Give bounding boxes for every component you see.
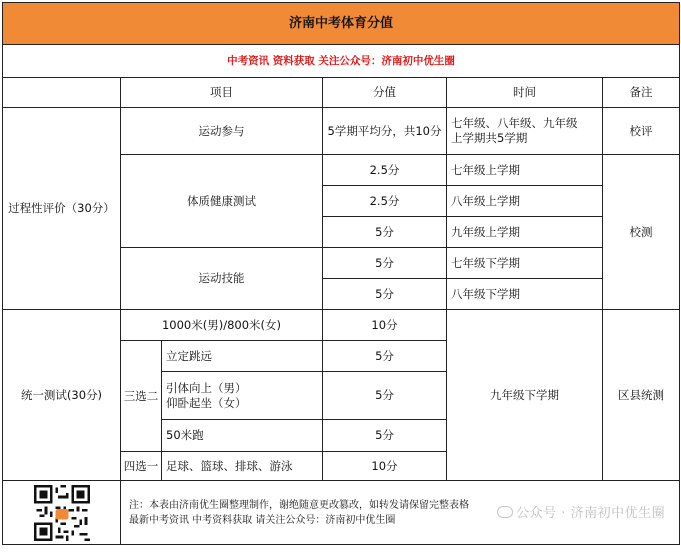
ball-swim-item: 足球、篮球、排球、游泳: [162, 452, 323, 481]
choose-four-label: 四选一: [121, 452, 162, 481]
ball-swim-score: 10分: [323, 452, 447, 481]
pullup-situp-score: 5分: [323, 372, 447, 420]
table-cell-score: 5分: [323, 279, 447, 310]
choose-three-label: 三选二: [121, 341, 162, 452]
participation-score: 5学期平均分，共10分: [323, 108, 447, 155]
table-cell-score: 2.5分: [323, 186, 447, 217]
participation-remark: 校评: [603, 108, 680, 155]
jump-item: 立定跳远: [162, 341, 323, 372]
footer-note: [121, 481, 680, 545]
table-cell-time: 九年级上学期: [447, 217, 603, 248]
footer-note-line-1: 注：本表由济南优生圈整理制作，谢绝随意更改篡改，如转发请保留完整表格: [129, 499, 469, 511]
run-item: 1000米(男)/800米(女): [121, 310, 323, 341]
header-item: 项目: [121, 78, 323, 108]
jump-score: 5分: [323, 341, 447, 372]
participation-time: 七年级、八年级、九年级 上学期共5学期: [447, 108, 603, 155]
unified-remark: 区县统测: [603, 310, 680, 481]
qr-code-icon: [34, 485, 90, 541]
table-cell-score: 2.5分: [323, 155, 447, 186]
table-cell-time: 七年级上学期: [447, 155, 603, 186]
table-cell-score: 5分: [323, 248, 447, 279]
qr-cell: [3, 481, 121, 545]
participation-item: 运动参与: [121, 108, 323, 155]
header-remark: 备注: [603, 78, 680, 108]
promo-line: 中考资讯 资料获取 关注公众号：济南初中优生圈: [3, 45, 680, 78]
score-table: [2, 2, 680, 545]
table-cell-score: 5分: [323, 217, 447, 248]
footer-note-line-2: 最新中考资讯 中考资料获取 请关注公众号：济南初中优生圈: [129, 514, 396, 526]
run-score: 10分: [323, 310, 447, 341]
pullup-situp-item: 引体向上（男） 仰卧起坐（女）: [162, 372, 323, 420]
process-category: 过程性评价（30分）: [3, 108, 121, 310]
sprint-item: 50米跑: [162, 420, 323, 452]
header-blank: [3, 78, 121, 108]
wechat-icon: [497, 506, 513, 518]
header-time: 时间: [447, 78, 603, 108]
watermark: 公众号 · 济南初中优生圈: [497, 506, 665, 521]
school-test-remark: 校测: [603, 155, 680, 310]
table-title: 济南中考体育分值: [3, 3, 680, 45]
health-item: 体质健康测试: [121, 155, 323, 248]
table-cell-time: 七年级下学期: [447, 248, 603, 279]
header-score: 分值: [323, 78, 447, 108]
score-table-frame: [2, 2, 679, 550]
sprint-score: 5分: [323, 420, 447, 452]
table-cell-time: 八年级上学期: [447, 186, 603, 217]
unified-time: 九年级下学期: [447, 310, 603, 481]
table-cell-time: 八年级下学期: [447, 279, 603, 310]
skill-item: 运动技能: [121, 248, 323, 310]
unified-category: 统一测试(30分): [3, 310, 121, 481]
